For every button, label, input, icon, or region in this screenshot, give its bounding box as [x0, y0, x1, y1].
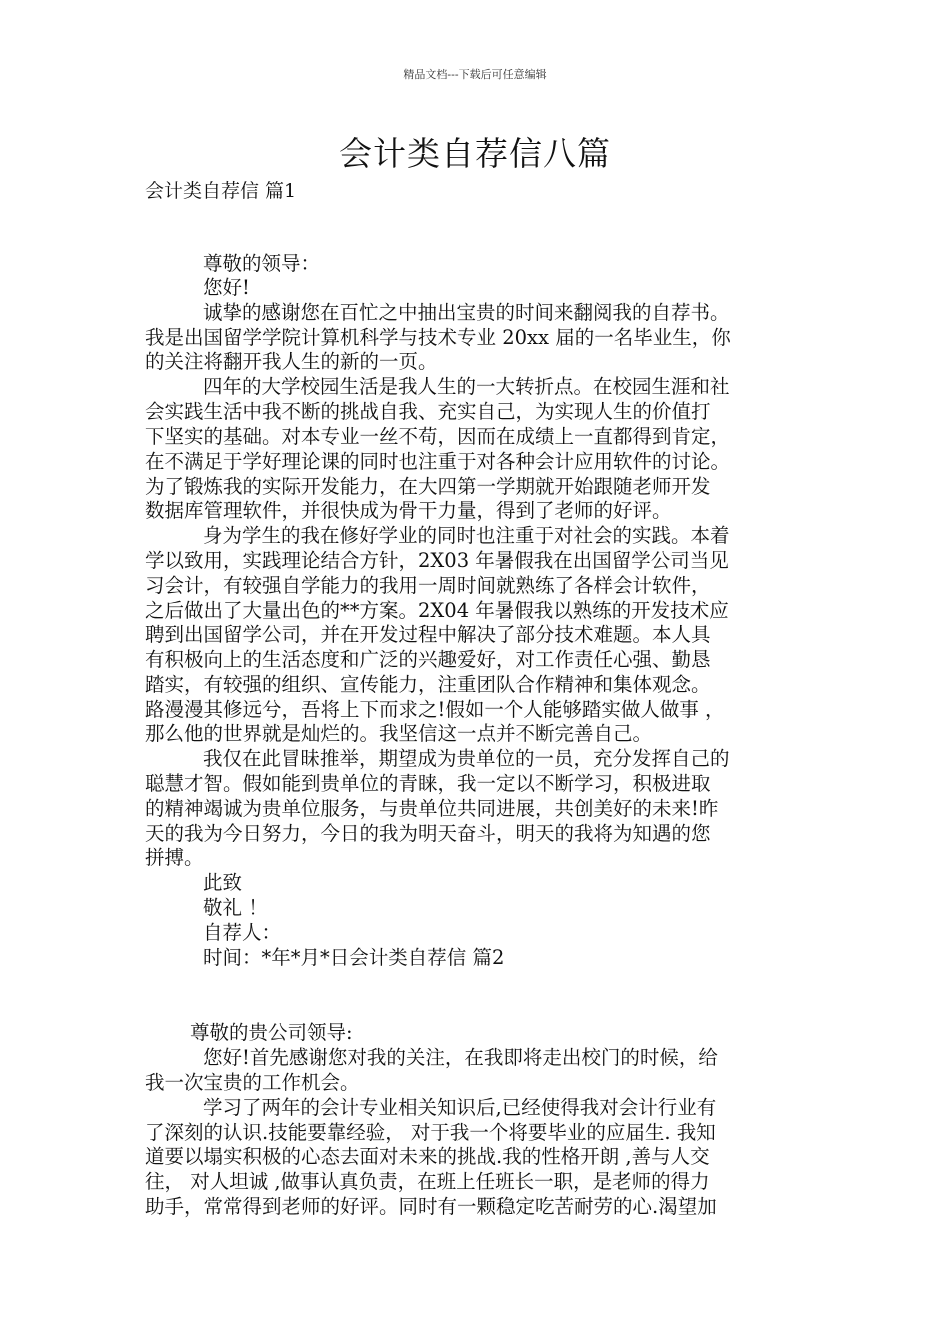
text-line: 之后做出了大量出色的**方案。2X04 年暑假我以熟练的开发技术应: [145, 599, 729, 622]
greeting-line: 您好!首先感谢您对我的关注，在我即将走出校门的时候，给: [203, 1046, 718, 1069]
text-line: 往， 对人坦诚 ,做事认真负责，在班上任班长一职，是老师的得力: [145, 1170, 710, 1193]
text-line: 助手，常常得到老师的好评。同时有一颗稳定吃苦耐劳的心.渴望加: [145, 1195, 717, 1218]
text-line: 聪慧才智。假如能到贵单位的青睐，我一定以不断学习，积极进取: [145, 772, 711, 795]
text-line: 在不满足于学好理论课的同时也注重于对各种会计应用软件的讨论。: [145, 450, 731, 473]
text-line: 四年的大学校园生活是我人生的一大转折点。在校园生涯和社: [203, 375, 730, 398]
text-line: 习会计，有较强自学能力的我用一周时间就熟练了各样会计软件，: [145, 574, 711, 597]
text-line: 会实践生活中我不断的挑战自我、充实自己，为实现人生的价值打: [145, 400, 711, 423]
text-line: 身为学生的我在修好学业的同时也注重于对社会的实践。本着: [203, 524, 730, 547]
text-line: 的关注将翻开我人生的新的一页。: [145, 350, 438, 373]
text-line: 为了锻炼我的实际开发能力，在大四第一学期就开始跟随老师开发: [145, 475, 711, 498]
text-line: 道要以塌实积极的心态去面对未来的挑战.我的性格开朗 ,善与人交: [145, 1145, 710, 1168]
text-line: 下坚实的基础。对本专业一丝不苟，因而在成绩上一直都得到肯定，: [145, 425, 731, 448]
text-line: 聘到出国留学公司，并在开发过程中解决了部分技术难题。本人具: [145, 623, 711, 646]
text-line: 学以致用，实践理论结合方针，2X03 年暑假我在出国留学公司当见: [145, 549, 729, 572]
text-line: 拼搏。: [145, 846, 204, 869]
text-line: 我一次宝贵的工作机会。: [145, 1071, 360, 1094]
document-title: 会计类自荐信八篇: [339, 134, 611, 173]
text-line: 我仅在此冒昧推举，期望成为贵单位的一员，充分发挥自己的: [203, 747, 730, 770]
text-line: 学习了两年的会计专业相关知识后,已经使得我对会计行业有: [203, 1096, 717, 1119]
greeting-line: 您好!: [203, 276, 250, 299]
text-line: 诚挚的感谢您在百忙之中抽出宝贵的时间来翻阅我的自荐书。: [203, 301, 730, 324]
signature-line: 自荐人：: [203, 921, 282, 944]
text-line: 天的我为今日努力，今日的我为明天奋斗，明天的我将为知遇的您: [145, 822, 711, 845]
text-line: 了深刻的认识.技能要靠经验， 对于我一个将要毕业的应届生. 我知: [145, 1121, 716, 1144]
text-line: 路漫漫其修远兮，吾将上下而求之!假如一个人能够踏实做人做事 ，: [145, 698, 725, 721]
text-line: 那么他的世界就是灿烂的。我坚信这一点并不断完善自己。: [145, 722, 653, 745]
text-line: 数据库管理软件，并很快成为骨干力量，得到了老师的好评。: [145, 499, 672, 522]
salutation-line: 尊敬的领导：: [203, 252, 321, 275]
text-line: 有积极向上的生活态度和广泛的兴趣爱好，对工作责任心强、勤恳: [145, 648, 711, 671]
salutation-line: 尊敬的贵公司领导:: [190, 1021, 353, 1044]
text-line: 踏实，有较强的组织、宣传能力，注重团队合作精神和集体观念。: [145, 673, 711, 696]
text-line: 我是出国留学学院计算机科学与技术专业 20xx 届的一名毕业生，你: [145, 326, 731, 349]
header-note: 精品文档---下载后可任意编辑: [403, 68, 547, 81]
text-line: 的精神竭诚为贵单位服务，与贵单位共同进展，共创美好的未来!昨: [145, 797, 719, 820]
section-heading-1: 会计类自荐信 篇1: [145, 180, 297, 202]
closing-line: 此致: [203, 871, 243, 894]
closing-line: 敬礼 ！: [203, 896, 268, 919]
date-line: 时间：*年*月*日会计类自荐信 篇2: [203, 946, 505, 969]
